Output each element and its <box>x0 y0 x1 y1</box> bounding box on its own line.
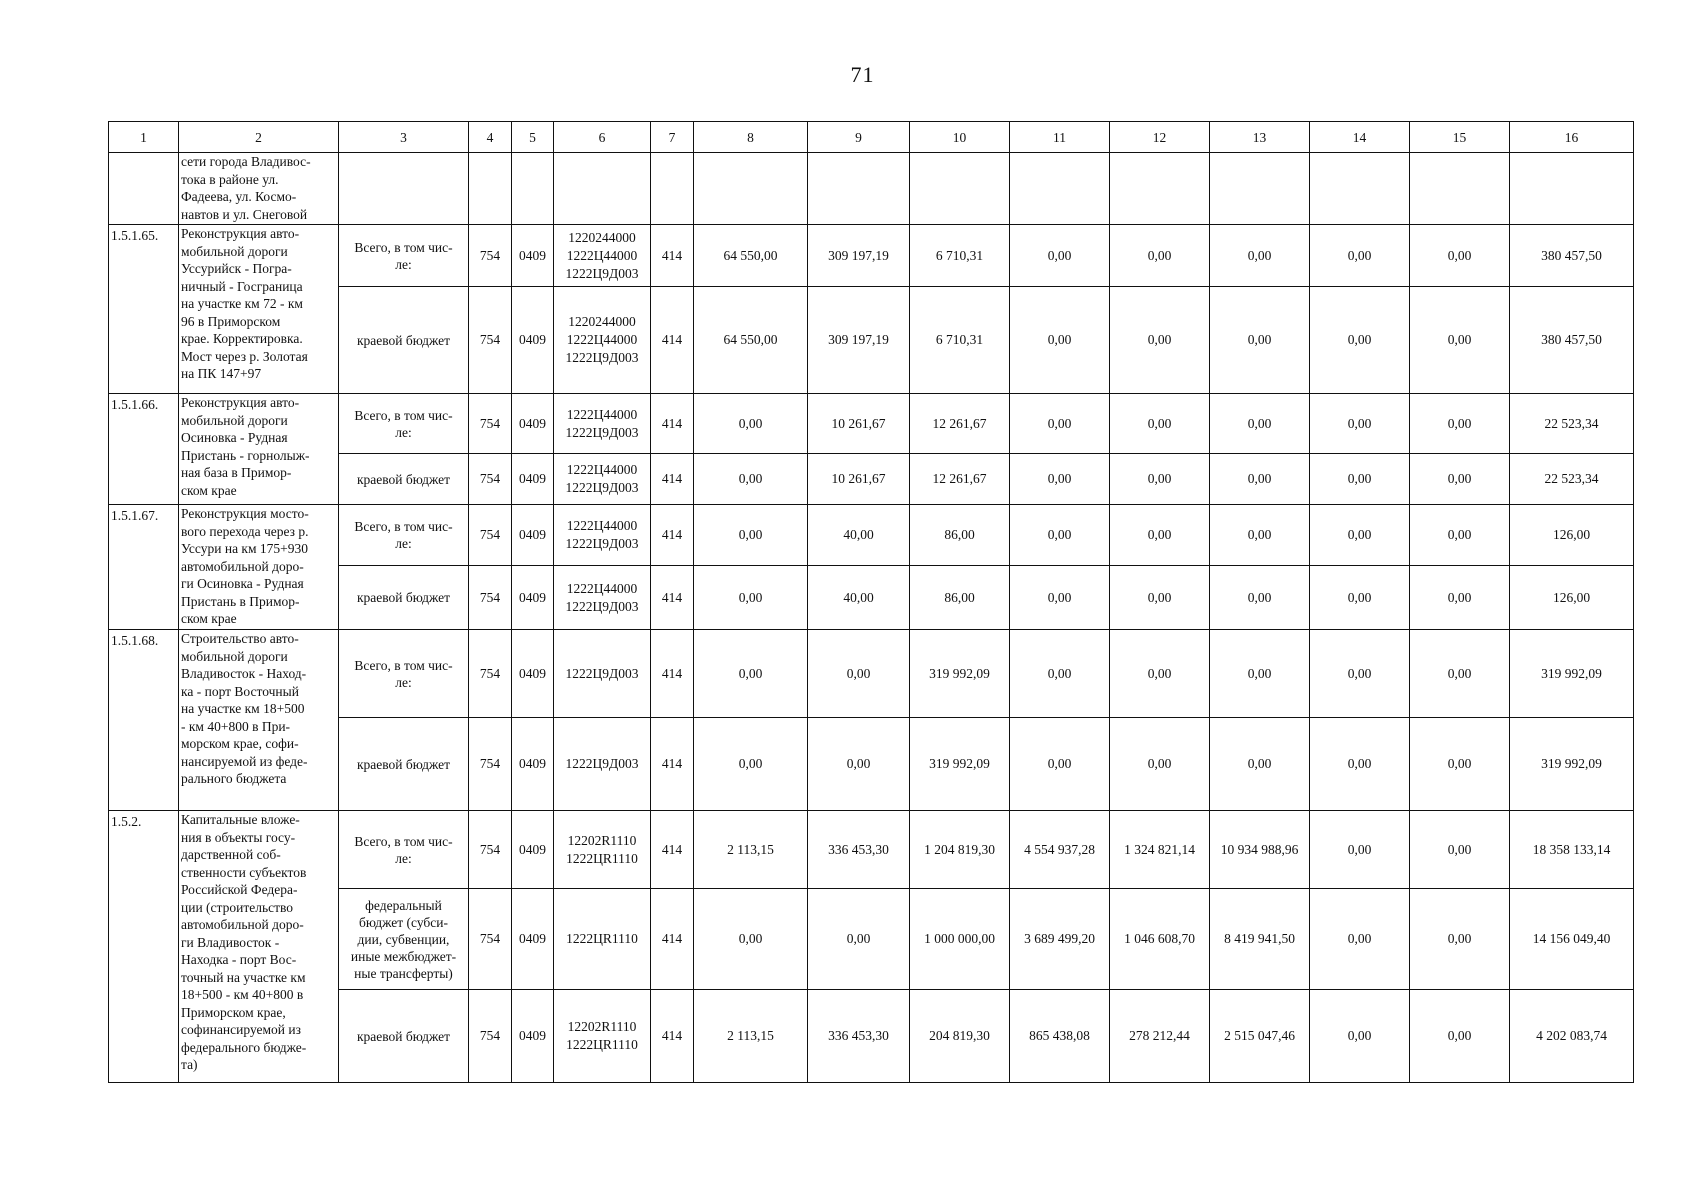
text-line: Уссурийск - Погра- <box>181 261 292 276</box>
table-body <box>109 122 1634 1083</box>
amount-value: 0,00 <box>1210 630 1310 718</box>
empty-cell <box>1210 153 1310 225</box>
text-line: Мост через р. Золотая <box>181 348 308 364</box>
text-line: 1222Ц9Д003 <box>565 598 639 614</box>
text-line: - км 40+800 в При- <box>181 718 291 734</box>
continuation-row <box>109 153 1634 225</box>
amount-value: 0,00 <box>1210 718 1310 811</box>
empty-cell <box>1010 153 1110 225</box>
item-code: 1.5.1.67. <box>109 505 179 630</box>
text-line: бюджет (субси- <box>358 914 448 930</box>
amount-value: 0,00 <box>1010 394 1110 454</box>
rzpr-cell: 0409 <box>512 889 554 990</box>
text-line: краевой бюджет <box>356 1028 451 1044</box>
amount-value: 0,00 <box>1210 225 1310 287</box>
text-line: Реконструкция авто- <box>181 395 300 410</box>
kcsr-cell <box>554 990 651 1083</box>
amount-value: 0,00 <box>808 630 910 718</box>
amount-value: 0,00 <box>1310 287 1410 394</box>
vr-cell: 414 <box>651 990 694 1083</box>
amount-value: 40,00 <box>808 566 910 630</box>
total-value: 380 457,50 <box>1510 287 1634 394</box>
item-name <box>179 505 339 630</box>
amount-value: 0,00 <box>1010 718 1110 811</box>
text-line: на ПК 147+97 <box>181 366 262 381</box>
kcsr-cell <box>554 287 651 394</box>
header-row <box>109 122 1634 153</box>
grbs-cell: 754 <box>469 225 512 287</box>
text-line: 1222Ц44000 <box>566 332 638 347</box>
text-line: иные межбюджет- <box>350 948 457 964</box>
text-line: мобильной дороги <box>181 243 288 259</box>
total-value: 22 523,34 <box>1510 394 1634 454</box>
total-value: 380 457,50 <box>1510 225 1634 287</box>
kcsr-cell <box>554 394 651 454</box>
amount-value: 0,00 <box>808 718 910 811</box>
text-line: рального бюджета <box>181 771 287 786</box>
amount-value: 309 197,19 <box>808 287 910 394</box>
text-line: краевой бюджет <box>356 471 451 487</box>
rzpr-cell: 0409 <box>512 811 554 889</box>
amount-value: 1 204 819,30 <box>910 811 1010 889</box>
text-line: Всего, в том чис- <box>354 833 453 849</box>
text-line: Строительство авто- <box>181 631 299 646</box>
kcsr-cell <box>554 889 651 990</box>
column-header: 2 <box>179 122 339 153</box>
item-name <box>179 811 339 1083</box>
rzpr-cell: 0409 <box>512 454 554 505</box>
text-line: софинансируемой из <box>181 1022 301 1037</box>
amount-value: 6 710,31 <box>910 225 1010 287</box>
text-line: сети города Владивос- <box>181 154 311 169</box>
total-value: 126,00 <box>1510 566 1634 630</box>
text-line: ском крае <box>181 611 237 626</box>
column-header: 11 <box>1010 122 1110 153</box>
amount-value: 0,00 <box>1110 394 1210 454</box>
empty-cell <box>1310 153 1410 225</box>
text-line: 1222Ц44000 <box>566 518 638 533</box>
amount-value: 0,00 <box>1310 990 1410 1083</box>
amount-value: 278 212,44 <box>1110 990 1210 1083</box>
funding-source <box>339 990 469 1083</box>
item-code: 1.5.1.66. <box>109 394 179 505</box>
table-row <box>109 505 1634 566</box>
text-line: дии, субвенции, <box>357 931 450 947</box>
kcsr-cell <box>554 505 651 566</box>
text-line: автомобильной доро- <box>181 917 304 932</box>
column-header: 10 <box>910 122 1010 153</box>
text-line: 1222Ц44000 <box>566 580 638 596</box>
amount-value: 0,00 <box>1310 718 1410 811</box>
text-line: краевой бюджет <box>356 756 451 772</box>
total-value: 14 156 049,40 <box>1510 889 1634 990</box>
amount-value: 0,00 <box>1310 394 1410 454</box>
grbs-cell: 754 <box>469 454 512 505</box>
text-line: ле: <box>395 256 412 272</box>
grbs-cell: 754 <box>469 394 512 454</box>
text-line: ные трансферты) <box>354 965 453 981</box>
total-value: 22 523,34 <box>1510 454 1634 505</box>
text-line: Уссури на км 175+930 <box>181 541 309 556</box>
vr-cell: 414 <box>651 811 694 889</box>
name-cell <box>179 153 339 225</box>
text-line: ная база в Примор- <box>181 465 292 480</box>
text-line: навтов и ул. Снеговой <box>181 206 308 222</box>
amount-value: 0,00 <box>1410 225 1510 287</box>
text-line: 12202R1110 <box>567 1019 637 1034</box>
empty-cell <box>651 153 694 225</box>
amount-value: 6 710,31 <box>910 287 1010 394</box>
text-line: ги Владивосток - <box>181 934 280 950</box>
text-line: 1220244000 <box>568 314 636 329</box>
grbs-cell: 754 <box>469 990 512 1083</box>
funding-source <box>339 505 469 566</box>
text-line: Всего, в том чис- <box>354 239 453 255</box>
rzpr-cell: 0409 <box>512 566 554 630</box>
total-value: 319 992,09 <box>1510 630 1634 718</box>
funding-source <box>339 225 469 287</box>
amount-value: 0,00 <box>1310 811 1410 889</box>
amount-value: 0,00 <box>1310 454 1410 505</box>
text-line: 1222Ц9Д003 <box>565 756 639 771</box>
kcsr-cell <box>554 811 651 889</box>
rzpr-cell: 0409 <box>512 394 554 454</box>
text-line: ственности субъектов <box>181 864 307 880</box>
empty-cell <box>554 153 651 225</box>
text-line: 1222ЦR1110 <box>566 1037 638 1052</box>
column-header: 12 <box>1110 122 1210 153</box>
text-line: ния в объекты госу- <box>181 829 296 845</box>
empty-cell <box>339 153 469 225</box>
amount-value: 1 324 821,14 <box>1110 811 1210 889</box>
amount-value: 0,00 <box>694 630 808 718</box>
empty-cell <box>910 153 1010 225</box>
grbs-cell: 754 <box>469 287 512 394</box>
text-line: 1222Ц44000 <box>566 406 638 422</box>
amount-value: 319 992,09 <box>910 630 1010 718</box>
amount-value: 0,00 <box>694 718 808 811</box>
text-line: 1222Ц44000 <box>566 247 638 263</box>
amount-value: 0,00 <box>694 566 808 630</box>
text-line: 1222Ц9Д003 <box>565 424 639 440</box>
empty-cell <box>469 153 512 225</box>
text-line: дарственной соб- <box>181 847 281 862</box>
empty-cell <box>1410 153 1510 225</box>
amount-value: 336 453,30 <box>808 811 910 889</box>
text-line: нансируемой из феде- <box>181 753 308 769</box>
text-line: 1220244000 <box>568 229 636 245</box>
amount-value: 336 453,30 <box>808 990 910 1083</box>
text-line: 1222ЦR1110 <box>566 850 638 866</box>
text-line: Фадеева, ул. Космо- <box>181 189 297 204</box>
column-header: 4 <box>469 122 512 153</box>
rzpr-cell: 0409 <box>512 225 554 287</box>
text-line: ле: <box>395 850 412 866</box>
amount-value: 0,00 <box>1110 454 1210 505</box>
rzpr-cell: 0409 <box>512 718 554 811</box>
code-cell <box>109 153 179 225</box>
amount-value: 0,00 <box>1210 566 1310 630</box>
text-line: Всего, в том чис- <box>354 657 453 673</box>
vr-cell: 414 <box>651 718 694 811</box>
text-line: федеральный <box>365 897 442 913</box>
text-line: ничный - Госграница <box>181 278 303 294</box>
empty-cell <box>1110 153 1210 225</box>
text-line: Реконструкция мосто- <box>181 506 309 521</box>
amount-value: 0,00 <box>1210 287 1310 394</box>
amount-value: 0,00 <box>1310 630 1410 718</box>
kcsr-cell <box>554 566 651 630</box>
amount-value: 204 819,30 <box>910 990 1010 1083</box>
funding-source <box>339 287 469 394</box>
amount-value: 0,00 <box>1410 566 1510 630</box>
empty-cell <box>808 153 910 225</box>
funding-source <box>339 718 469 811</box>
column-header: 5 <box>512 122 554 153</box>
empty-cell <box>1510 153 1634 225</box>
text-line: Всего, в том чис- <box>354 407 453 423</box>
column-header: 3 <box>339 122 469 153</box>
amount-value: 309 197,19 <box>808 225 910 287</box>
grbs-cell: 754 <box>469 811 512 889</box>
amount-value: 0,00 <box>1110 630 1210 718</box>
item-code: 1.5.1.68. <box>109 630 179 811</box>
text-line: Пристань - горнолыж- <box>181 447 310 463</box>
table-row <box>109 394 1634 454</box>
amount-value: 0,00 <box>1410 630 1510 718</box>
funding-source <box>339 454 469 505</box>
amount-value: 0,00 <box>1110 287 1210 394</box>
kcsr-cell <box>554 225 651 287</box>
amount-value: 0,00 <box>1010 287 1110 394</box>
vr-cell: 414 <box>651 454 694 505</box>
amount-value: 0,00 <box>1010 566 1110 630</box>
text-line: Российской Федера- <box>181 882 298 897</box>
amount-value: 0,00 <box>1110 505 1210 566</box>
vr-cell: 414 <box>651 287 694 394</box>
text-line: 1222Ц9Д003 <box>565 536 639 551</box>
text-line: Приморском крае, <box>181 1004 286 1020</box>
amount-value: 10 934 988,96 <box>1210 811 1310 889</box>
item-code: 1.5.1.65. <box>109 225 179 394</box>
column-header: 14 <box>1310 122 1410 153</box>
amount-value: 1 000 000,00 <box>910 889 1010 990</box>
text-line: ле: <box>395 424 412 440</box>
page-number: 71 <box>850 62 875 87</box>
text-line: 1222Ц9Д003 <box>565 665 639 681</box>
text-line: крае. Корректировка. <box>181 331 303 346</box>
text-line: Реконструкция авто- <box>181 226 300 241</box>
vr-cell: 414 <box>651 889 694 990</box>
text-line: 12202R1110 <box>567 832 637 848</box>
vr-cell: 414 <box>651 394 694 454</box>
amount-value: 0,00 <box>694 454 808 505</box>
amount-value: 12 261,67 <box>910 454 1010 505</box>
amount-value: 0,00 <box>1110 566 1210 630</box>
kcsr-cell <box>554 630 651 718</box>
funding-source <box>339 566 469 630</box>
amount-value: 0,00 <box>1110 225 1210 287</box>
column-header: 9 <box>808 122 910 153</box>
amount-value: 0,00 <box>1410 990 1510 1083</box>
empty-cell <box>694 153 808 225</box>
total-value: 18 358 133,14 <box>1510 811 1634 889</box>
vr-cell: 414 <box>651 225 694 287</box>
text-line: автомобильной доро- <box>181 558 304 574</box>
column-header: 7 <box>651 122 694 153</box>
amount-value: 0,00 <box>1010 225 1110 287</box>
amount-value: 865 438,08 <box>1010 990 1110 1083</box>
text-line: Капитальные вложе- <box>181 812 300 827</box>
grbs-cell: 754 <box>469 889 512 990</box>
table-row <box>109 811 1634 889</box>
vr-cell: 414 <box>651 566 694 630</box>
text-line: Находка - порт Вос- <box>181 952 297 967</box>
amount-value: 64 550,00 <box>694 225 808 287</box>
rzpr-cell: 0409 <box>512 505 554 566</box>
item-code: 1.5.2. <box>109 811 179 1083</box>
text-line: 1222Ц44000 <box>566 462 638 477</box>
text-line: 96 в Приморском <box>181 313 281 329</box>
text-line: ги Осиновка - Рудная <box>181 576 304 591</box>
amount-value: 0,00 <box>1010 454 1110 505</box>
kcsr-cell <box>554 718 651 811</box>
vr-cell: 414 <box>651 505 694 566</box>
funding-source <box>339 889 469 990</box>
rzpr-cell: 0409 <box>512 630 554 718</box>
text-line: ском крае <box>181 482 237 498</box>
grbs-cell: 754 <box>469 566 512 630</box>
amount-value: 0,00 <box>1110 718 1210 811</box>
text-line: 1222Ц9Д003 <box>565 350 639 365</box>
text-line: Владивосток - Наход- <box>181 666 307 681</box>
amount-value: 10 261,67 <box>808 394 910 454</box>
column-header: 16 <box>1510 122 1634 153</box>
amount-value: 8 419 941,50 <box>1210 889 1310 990</box>
amount-value: 0,00 <box>808 889 910 990</box>
text-line: Пристань в Примор- <box>181 593 300 609</box>
text-line: Осиновка - Рудная <box>181 430 288 445</box>
item-name <box>179 394 339 505</box>
funding-source <box>339 811 469 889</box>
amount-value: 0,00 <box>694 394 808 454</box>
vr-cell: 414 <box>651 630 694 718</box>
grbs-cell: 754 <box>469 505 512 566</box>
column-header: 1 <box>109 122 179 153</box>
text-line: 18+500 - км 40+800 в <box>181 987 304 1002</box>
text-line: морском крае, софи- <box>181 736 299 751</box>
text-line: Всего, в том чис- <box>354 519 453 534</box>
amount-value: 2 515 047,46 <box>1210 990 1310 1083</box>
text-line: краевой бюджет <box>356 332 451 348</box>
column-header: 8 <box>694 122 808 153</box>
text-line: вого перехода через р. <box>181 523 309 539</box>
funding-source <box>339 630 469 718</box>
text-line: та) <box>181 1057 198 1072</box>
amount-value: 0,00 <box>1410 811 1510 889</box>
text-line: ции (строительство <box>181 899 294 915</box>
kcsr-cell <box>554 454 651 505</box>
item-name <box>179 225 339 394</box>
amount-value: 0,00 <box>694 505 808 566</box>
text-line: на участке км 18+500 <box>181 701 305 716</box>
amount-value: 0,00 <box>1410 505 1510 566</box>
rzpr-cell: 0409 <box>512 287 554 394</box>
amount-value: 10 261,67 <box>808 454 910 505</box>
text-line: 1222ЦR1110 <box>566 931 638 946</box>
amount-value: 2 113,15 <box>694 990 808 1083</box>
amount-value: 0,00 <box>1410 394 1510 454</box>
text-line: ле: <box>395 674 412 690</box>
text-line: 1222Ц9Д003 <box>565 480 639 495</box>
column-header: 13 <box>1210 122 1310 153</box>
amount-value: 0,00 <box>1410 287 1510 394</box>
text-line: ле: <box>395 536 412 551</box>
amount-value: 0,00 <box>1010 630 1110 718</box>
text-line: точный на участке км <box>181 969 306 985</box>
table-row <box>109 225 1634 287</box>
rzpr-cell: 0409 <box>512 990 554 1083</box>
amount-value: 0,00 <box>1210 394 1310 454</box>
text-line: мобильной дороги <box>181 412 288 428</box>
item-name <box>179 630 339 811</box>
budget-table <box>108 121 1634 1083</box>
amount-value: 319 992,09 <box>910 718 1010 811</box>
amount-value: 0,00 <box>1310 566 1410 630</box>
empty-cell <box>512 153 554 225</box>
amount-value: 0,00 <box>1310 889 1410 990</box>
amount-value: 86,00 <box>910 505 1010 566</box>
amount-value: 3 689 499,20 <box>1010 889 1110 990</box>
amount-value: 86,00 <box>910 566 1010 630</box>
text-line: федерального бюдже- <box>181 1039 307 1055</box>
text-line: тока в районе ул. <box>181 171 279 187</box>
amount-value: 0,00 <box>1010 505 1110 566</box>
amount-value: 1 046 608,70 <box>1110 889 1210 990</box>
amount-value: 2 113,15 <box>694 811 808 889</box>
amount-value: 0,00 <box>1310 505 1410 566</box>
amount-value: 0,00 <box>1210 454 1310 505</box>
amount-value: 64 550,00 <box>694 287 808 394</box>
text-line: 1222Ц9Д003 <box>565 265 639 281</box>
amount-value: 4 554 937,28 <box>1010 811 1110 889</box>
table-row <box>109 630 1634 718</box>
amount-value: 12 261,67 <box>910 394 1010 454</box>
total-value: 4 202 083,74 <box>1510 990 1634 1083</box>
amount-value: 0,00 <box>1310 225 1410 287</box>
text-line: краевой бюджет <box>356 590 451 605</box>
funding-source <box>339 394 469 454</box>
grbs-cell: 754 <box>469 630 512 718</box>
total-value: 319 992,09 <box>1510 718 1634 811</box>
total-value: 126,00 <box>1510 505 1634 566</box>
text-line: ка - порт Восточный <box>181 683 299 699</box>
column-header: 15 <box>1410 122 1510 153</box>
text-line: мобильной дороги <box>181 648 288 664</box>
amount-value: 0,00 <box>694 889 808 990</box>
amount-value: 40,00 <box>808 505 910 566</box>
amount-value: 0,00 <box>1210 505 1310 566</box>
amount-value: 0,00 <box>1410 889 1510 990</box>
text-line: на участке км 72 - км <box>181 296 303 311</box>
amount-value: 0,00 <box>1410 454 1510 505</box>
grbs-cell: 754 <box>469 718 512 811</box>
amount-value: 0,00 <box>1410 718 1510 811</box>
column-header: 6 <box>554 122 651 153</box>
